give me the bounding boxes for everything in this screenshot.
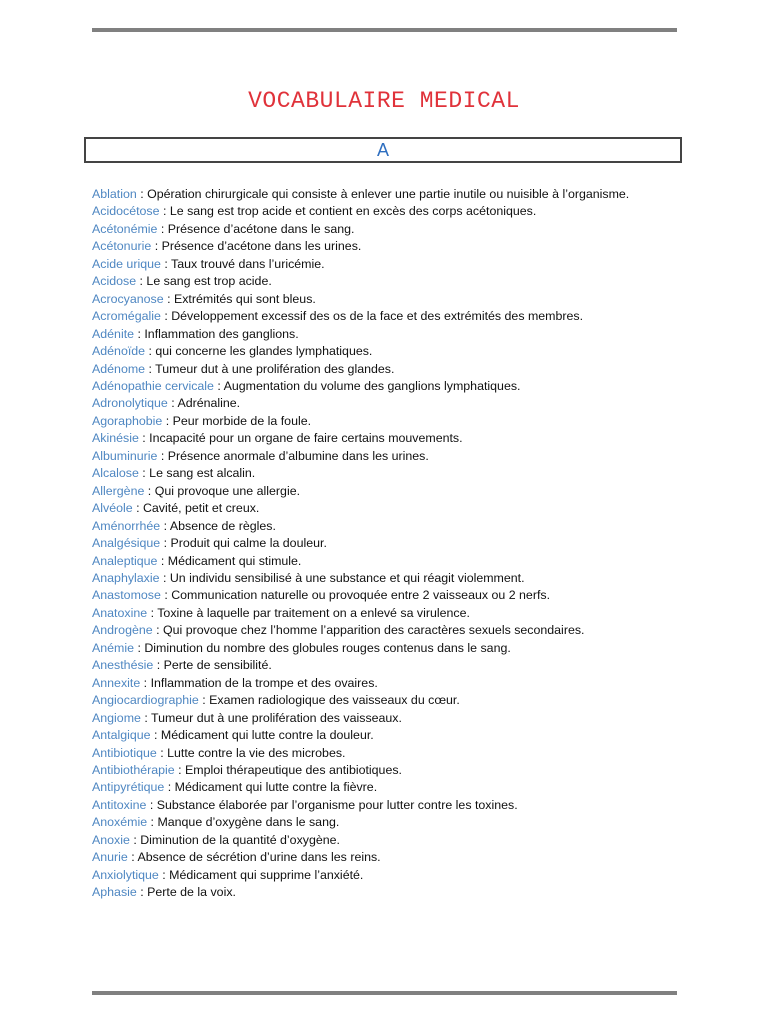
list-item (92, 727, 682, 744)
entry-definition: Produit qui calme la douleur. (170, 536, 327, 551)
entry-separator: : (160, 518, 170, 533)
list-item (92, 553, 682, 570)
entry-term: Acétonurie (92, 239, 152, 254)
entry-term: Anastomose (92, 588, 161, 603)
list-item (92, 308, 682, 325)
entry-separator: : (157, 553, 168, 568)
list-item (92, 657, 682, 674)
entry-separator: : (152, 623, 163, 638)
entry-separator: : (136, 187, 148, 201)
list-item (92, 203, 682, 220)
entry-separator: : (147, 605, 158, 620)
entry-term: Aménorrhée (92, 518, 161, 533)
entry-term: Adronolytique (92, 396, 168, 411)
entry-definition: Opération chirurgicale qui consiste à enlever une partie inutile ou nuisible à l’organisme. (147, 187, 630, 201)
entry-separator: : (157, 448, 168, 463)
list-item (92, 814, 682, 831)
entry-separator: : (160, 256, 171, 271)
entry-definition: qui concerne les glandes lymphatiques. (155, 344, 373, 359)
entry-definition: Perte de sensibilité. (163, 658, 272, 673)
entry-term: Adénoïde (92, 344, 146, 359)
entry-term: Antalgique (92, 728, 151, 743)
list-item (92, 762, 682, 779)
entry-definition: Développement excessif des os de la face et des extrémités des membres. (171, 309, 584, 324)
entry-separator: : (164, 780, 175, 795)
list-item (92, 692, 682, 709)
entry-term: Antitoxine (92, 797, 147, 812)
entry-definition: Inflammation des ganglions. (144, 326, 299, 341)
entry-definition: Adrénaline. (177, 396, 241, 411)
list-item (92, 395, 682, 412)
list-item (92, 587, 682, 604)
entry-definition: Inflammation de la trompe et des ovaires. (150, 675, 378, 690)
entry-term: Acide urique (92, 256, 161, 271)
entry-separator: : (159, 204, 170, 219)
list-item (92, 413, 682, 430)
entry-term: Antibiothérapie (92, 762, 175, 777)
entry-definition: Qui provoque chez l’homme l’apparition des caractères sexuels secondaires. (162, 623, 585, 638)
entry-definition: Examen radiologique des vaisseaux du cœur. (209, 693, 460, 708)
entry-definition: Le sang est trop acide et contient en excès des corps acétoniques. (169, 204, 537, 219)
entry-definition: Manque d’oxygène dans le sang. (157, 815, 340, 830)
entry-term: Anoxie (92, 832, 130, 847)
entry-definition: Extrémités qui sont bleus. (173, 291, 316, 306)
entry-term: Akinésie (92, 431, 139, 446)
entry-separator: : (134, 640, 145, 655)
entry-separator: : (174, 762, 185, 777)
entry-separator: : (145, 344, 156, 359)
list-item (92, 378, 682, 395)
entry-term: Androgène (92, 623, 153, 638)
entry-separator: : (138, 431, 150, 446)
entry-term: Adénite (92, 326, 135, 341)
entry-definition: Le sang est alcalin. (149, 466, 256, 481)
entry-definition: Tumeur dut à une prolifération des glandes. (155, 361, 395, 376)
entry-definition: Un individu sensibilisé à une substance et qui réagit violemment. (169, 570, 525, 585)
list-item (92, 797, 682, 814)
list-item (92, 186, 652, 203)
list-item (92, 221, 682, 238)
entry-separator: : (129, 832, 141, 847)
entry-separator: : (132, 501, 143, 516)
list-item (92, 832, 682, 849)
list-item (92, 675, 682, 692)
top-rule (92, 28, 677, 32)
entry-definition: Toxine à laquelle par traitement on a enlevé sa virulence. (157, 605, 470, 620)
entry-separator: : (146, 797, 157, 812)
list-item (92, 238, 682, 255)
list-item (92, 361, 682, 378)
list-item (92, 465, 682, 482)
entry-separator: : (144, 483, 155, 498)
entry-term: Aphasie (92, 885, 137, 900)
list-item (92, 343, 682, 360)
list-item (92, 605, 682, 622)
entry-separator: : (157, 221, 168, 236)
entry-definition: Médicament qui stimule. (167, 553, 302, 568)
entry-definition: Absence de sécrétion d’urine dans les reins. (137, 850, 381, 865)
list-item (92, 779, 682, 796)
list-item (92, 535, 682, 552)
entry-definition: Présence anormale d’albumine dans les urines. (167, 448, 429, 463)
entry-definition: Substance élaborée par l’organisme pour lutter contre les toxines. (156, 797, 518, 812)
entry-separator: : (167, 396, 178, 411)
entry-term: Anatoxine (92, 605, 148, 620)
entry-term: Antibiotique (92, 745, 157, 760)
entry-term: Acidocétose (92, 204, 160, 219)
entry-separator: : (140, 675, 151, 690)
list-item (92, 570, 682, 587)
list-item (92, 622, 682, 639)
entry-separator: : (136, 885, 148, 900)
entry-definition: Augmentation du volume des ganglions lymphatiques. (223, 378, 521, 393)
list-item (92, 448, 682, 465)
entry-definition: Présence d’acétone dans le sang. (167, 221, 355, 236)
entry-term: Analgésique (92, 536, 161, 551)
entry-term: Anxiolytique (92, 867, 159, 882)
entry-term: Albuminurie (92, 448, 158, 463)
list-item (92, 884, 682, 901)
entry-separator: : (153, 658, 164, 673)
entry-separator: : (150, 728, 161, 743)
entry-term: Anaphylaxie (92, 570, 160, 585)
entry-term: Acrocyanose (92, 291, 164, 306)
entry-term: Analeptique (92, 553, 158, 568)
entry-definition: Perte de la voix. (147, 885, 236, 900)
entry-term: Ablation (92, 187, 137, 201)
entry-separator: : (159, 570, 170, 585)
entry-definition: Lutte contre la vie des microbes. (167, 745, 346, 760)
entry-term: Acétonémie (92, 221, 158, 236)
entry-separator: : (160, 309, 172, 324)
entry-term: Anémie (92, 640, 135, 655)
entry-separator: : (147, 815, 158, 830)
page-title: VOCABULAIRE MEDICAL (248, 88, 520, 114)
list-item (92, 867, 682, 884)
entry-definition: Médicament qui lutte contre la fièvre. (174, 780, 378, 795)
section-letter: A (376, 140, 389, 160)
entry-term: Angiome (92, 710, 141, 725)
entry-definition: Diminution du nombre des globules rouges contenus dans le sang. (144, 640, 511, 655)
entry-definition: Absence de règles. (169, 518, 276, 533)
entry-term: Agoraphobie (92, 413, 163, 428)
entry-term: Anesthésie (92, 658, 154, 673)
entry-separator: : (213, 378, 224, 393)
entry-separator: : (160, 536, 171, 551)
list-item (92, 273, 682, 290)
entry-term: Antipyrétique (92, 780, 165, 795)
entry-definition: Médicament qui supprime l’anxiété. (169, 867, 364, 882)
entry-definition: Cavité, petit et creux. (142, 501, 260, 516)
entry-separator: : (151, 239, 162, 254)
bottom-rule (92, 991, 677, 995)
list-item (92, 256, 682, 273)
vocabulary-list (92, 186, 682, 902)
entry-term: Anurie (92, 850, 128, 865)
entry-separator: : (136, 274, 147, 289)
entry-definition: Qui provoque une allergie. (154, 483, 301, 498)
entry-term: Annexite (92, 675, 141, 690)
entry-definition: Peur morbide de la foule. (172, 413, 312, 428)
list-item (92, 326, 682, 343)
entry-separator: : (138, 466, 150, 481)
section-letter-box (84, 137, 682, 163)
entry-term: Anoxémie (92, 815, 148, 830)
entry-term: Alcalose (92, 466, 139, 481)
entry-term: Adénome (92, 361, 146, 376)
entry-definition: Taux trouvé dans l’uricémie. (171, 256, 325, 271)
entry-separator: : (198, 693, 210, 708)
entry-separator: : (163, 291, 174, 306)
entry-separator: : (156, 745, 168, 760)
entry-definition: Tumeur dut à une prolifération des vaisseaux. (151, 710, 402, 725)
entry-definition: Diminution de la quantité d’oxygène. (140, 832, 340, 847)
list-item (92, 291, 682, 308)
entry-separator: : (140, 710, 152, 725)
list-item (92, 500, 682, 517)
entry-separator: : (158, 867, 170, 882)
entry-definition: Le sang est trop acide. (146, 274, 272, 289)
list-item (92, 710, 682, 727)
entry-definition: Communication naturelle ou provoquée entre 2 vaisseaux ou 2 nerfs. (171, 588, 551, 603)
entry-separator: : (145, 361, 156, 376)
entry-term: Angiocardiographie (92, 693, 199, 708)
list-item (92, 745, 682, 762)
list-item (92, 430, 682, 447)
entry-definition: Emploi thérapeutique des antibiotiques. (185, 762, 402, 777)
entry-term: Adénopathie cervicale (92, 378, 214, 393)
entry-definition: Médicament qui lutte contre la douleur. (160, 728, 374, 743)
entry-separator: : (127, 850, 138, 865)
entry-separator: : (162, 413, 173, 428)
entry-separator: : (160, 588, 172, 603)
list-item (92, 518, 682, 535)
list-item (92, 849, 682, 866)
entry-term: Allergène (92, 483, 145, 498)
list-item (92, 640, 682, 657)
entry-definition: Incapacité pour un organe de faire certains mouvements. (149, 431, 463, 446)
list-item (92, 483, 682, 500)
entry-separator: : (134, 326, 145, 341)
entry-term: Acidose (92, 274, 137, 289)
entry-definition: Présence d’acétone dans les urines. (161, 239, 362, 254)
entry-term: Acromégalie (92, 309, 161, 324)
entry-term: Alvéole (92, 501, 133, 516)
